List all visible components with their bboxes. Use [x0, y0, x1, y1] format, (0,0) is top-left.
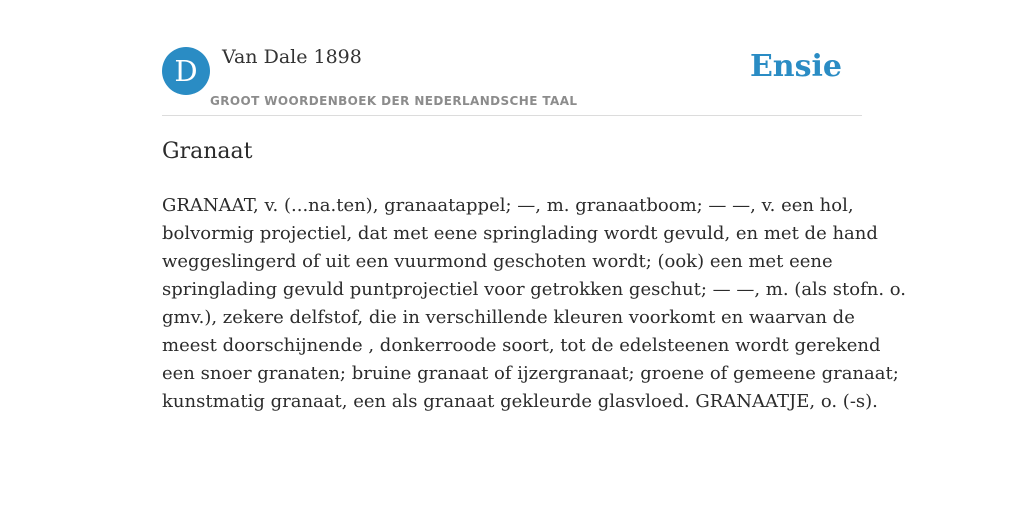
definition-line: een snoer granaten; bruine granaat of ijzergranaat; groene of gemeene granaat;: [162, 363, 899, 384]
definition-line: gmv.), zekere delfstof, die in verschillende kleuren voorkomt en waarvan de: [162, 307, 855, 328]
entry-headword: Granaat: [162, 139, 253, 164]
definition-line: springlading gevuld puntprojectiel voor getrokken geschut; — —, m. (als stofn. o.: [162, 279, 907, 300]
source-logo[interactable]: D: [162, 47, 210, 95]
source-subtitle: GROOT WOORDENBOEK DER NEDERLANDSCHE TAAL: [210, 94, 578, 108]
entry-definition: [162, 192, 907, 416]
definition-line: weggeslingerd of uit een vuurmond geschoten wordt; (ook) een met eene: [162, 251, 833, 272]
definition-line: kunstmatig granaat, een als granaat gekleurde glasvloed. GRANAATJE, o. (-s).: [162, 391, 878, 412]
definition-line: GRANAAT, v. (...na.ten), granaatappel; —, m. granaatboom; — —, v. een hol,: [162, 195, 854, 216]
source-title[interactable]: Van Dale 1898: [222, 46, 362, 68]
definition-line: meest doorschijnende , donkerroode soort, tot de edelsteenen wordt gerekend: [162, 335, 881, 356]
source-header: [162, 44, 862, 116]
definition-line: bolvormig projectiel, dat met eene springlading wordt gevuld, en met de hand: [162, 223, 878, 244]
brand-logo[interactable]: Ensie: [749, 49, 842, 84]
